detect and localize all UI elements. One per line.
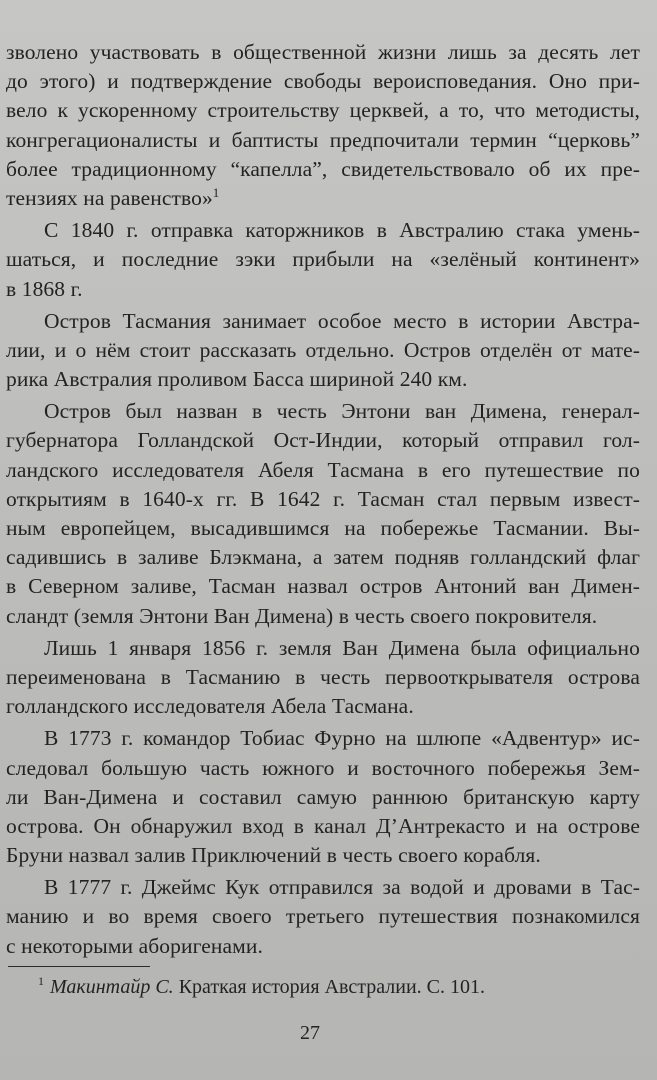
text-line: манию и во время своего третьего путешествия познакомился bbox=[6, 904, 640, 929]
text-line: до этого) и подтверждение свободы вероисповедания. Оно при- bbox=[6, 69, 640, 94]
footnote-text: Краткая история Австралии. С. 101. bbox=[178, 976, 485, 998]
text-line: голландского исследователя Абела Тасмана. bbox=[6, 694, 414, 719]
text-line: ландского исследователя Абеля Тасмана в его путешествие по bbox=[6, 457, 640, 482]
text-line: В 1777 г. Джеймс Кук отправился за водой и дровами в Тас- bbox=[44, 875, 640, 900]
text-line: сландт (земля Энтони Ван Димена) в честь своего покровителя. bbox=[6, 603, 598, 628]
footnote-divider bbox=[8, 966, 150, 967]
paragraph bbox=[6, 873, 640, 961]
text-line: открытиям в 1640-х гг. В 1642 г. Тасман стал первым извест- bbox=[6, 486, 640, 511]
text-line: С 1840 г. отправка каторжников в Австралию стака умень- bbox=[44, 218, 640, 243]
text-line: рика Австралия проливом Басса шириной 240 км. bbox=[6, 367, 468, 392]
text-line: тензиях на равенство»$^1$ bbox=[6, 184, 220, 210]
text-line: шаться, и последние зэки прибыли на «зелёный континент» bbox=[6, 247, 640, 272]
text-line: ли Ван-Димена и составил самую раннюю британскую карту bbox=[6, 784, 640, 809]
text-line: в 1868 г. bbox=[6, 276, 83, 301]
paragraph bbox=[6, 38, 640, 213]
text-line: более традиционному “капелла”, свидетельствовало об их пре- bbox=[6, 156, 640, 181]
footnote-reference: 1 bbox=[212, 184, 220, 200]
footnote-author: Макинтайр С. bbox=[50, 976, 174, 998]
paragraph bbox=[6, 634, 640, 722]
text-line: острова. Он обнаружил вход в канал Д’Антрекасто и на острове bbox=[6, 813, 640, 838]
text-line: В 1773 г. командор Тобиас Фурно на шлюпе «Адвентур» ис- bbox=[44, 726, 640, 751]
page-number: 27 bbox=[300, 1022, 320, 1044]
text-line: садившись в заливе Блэкмана, а затем подняв голландский флаг bbox=[6, 545, 640, 570]
footnote-mark: 1 bbox=[38, 974, 44, 989]
body-text bbox=[6, 38, 640, 961]
text-line: Бруни назвал залив Приключений в честь своего корабля. bbox=[6, 843, 541, 868]
paragraph bbox=[6, 397, 640, 631]
paragraph bbox=[6, 216, 640, 304]
text-line: следовал большую часть южного и восточного побережья Зем- bbox=[6, 755, 640, 780]
footnote bbox=[38, 974, 485, 1000]
text-line: зволено участвовать в общественной жизни лишь за десять лет bbox=[6, 40, 640, 64]
text-line: Остров Тасмания занимает особое место в истории Австра- bbox=[44, 308, 640, 333]
text-line: в Северном заливе, Тасман назвал остров Антоний ван Димен- bbox=[6, 574, 640, 599]
text-line: Остров был назван в честь Энтони ван Димена, генерал- bbox=[44, 399, 640, 424]
text-line: с некоторыми аборигенами. bbox=[6, 933, 263, 958]
text-line: переименована в Тасманию в честь первооткрывателя острова bbox=[6, 664, 640, 689]
text-line: губернатора Голландской Ост-Индии, который отправил гол- bbox=[6, 428, 640, 453]
text-line: конгрегационалисты и баптисты предпочитали термин “церковь” bbox=[6, 127, 640, 152]
text-line: вело к ускоренному строительству церквей, а то, что методисты, bbox=[6, 98, 640, 123]
paragraph bbox=[6, 724, 640, 870]
text-line: лии, и о нём стоит рассказать отдельно. Остров отделён от мате- bbox=[6, 337, 640, 362]
text-line: ным европейцем, высадившимся на побережье Тасмании. Вы- bbox=[6, 516, 640, 540]
text-line: Лишь 1 января 1856 г. земля Ван Димена была официально bbox=[44, 635, 640, 660]
paragraph bbox=[6, 307, 640, 395]
